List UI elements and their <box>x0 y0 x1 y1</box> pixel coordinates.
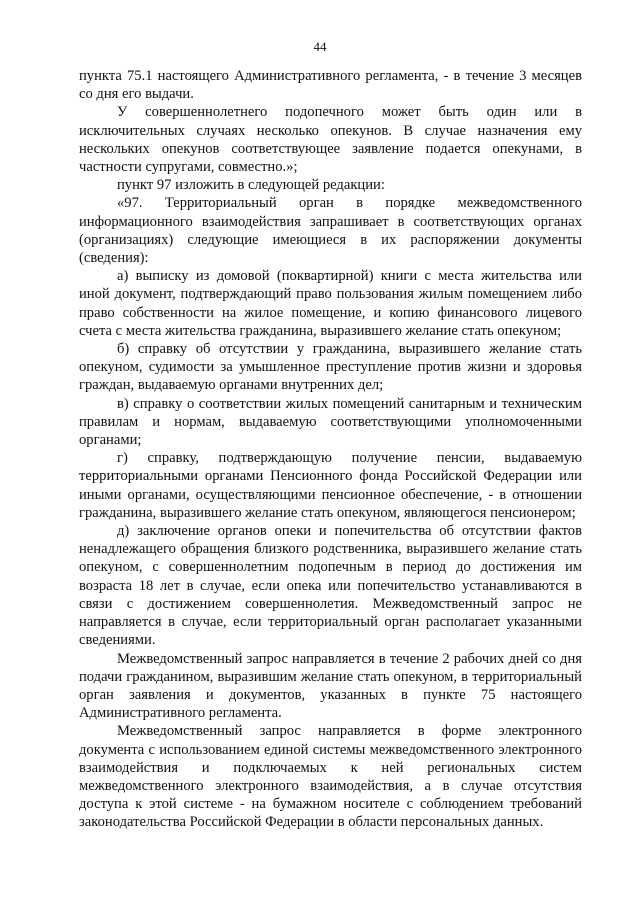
list-item-d: д) заключение органов опеки и попечительства об отсутствии фактов ненадлежащего обращения близкого родственника, выразившего желание стать опекуном, с совершеннолетним подопечным в период до достижения им возраста 18 лет в случае, если опека или попечительство устанавливаются в связи с достижением совершеннолетия. Межведомственный запрос не направляется в случае, если территориальный орган располагает указанными сведениями. <box>79 523 582 649</box>
document-body <box>79 67 582 832</box>
list-item-g: г) справку, подтверждающую получение пенсии, выдаваемую территориальными органами Пенсионного фонда Российской Федерации или иными органами, осуществляющими пенсионное обеспечение, - в отношении гражданина, выразившего желание стать опекуном, являющегося пенсионером; <box>79 450 582 521</box>
page-number: 44 <box>313 39 327 54</box>
list-item-v: в) справку о соответствии жилых помещений санитарным и техническим правилам и нормам, выдаваемую соответствующими уполномоченными органами; <box>79 395 582 449</box>
paragraph-request-form: Межведомственный запрос направляется в форме электронного документа с использованием единой системы межведомственного электронного взаимодействия и подключаемых к ней региональных систем межведомственного электронного взаимодействия, а в случае отсутствия доступа к этой системе - на бумажном носителе с соблюдением требований законодательства Российской Федерации в области персональных данных. <box>79 723 582 831</box>
list-item-b: б) справку об отсутствии у гражданина, выразившего желание стать опекуном, судимости за умышленное преступление против жизни и здоровья граждан, выдаваемую органами внутренних дел; <box>79 341 582 394</box>
paragraph-97-intro: «97. Территориальный орган в порядке межведомственного информационного взаимодействия запрашивает в соответствующих органах (организациях) следующие имеющиеся в их распоряжении документы (сведения): <box>79 195 582 267</box>
list-item-a: а) выписку из домовой (поквартирной) книги с места жительства или иной документ, подтверждающий право пользования жилым помещением либо право собственности на жилое помещение, и копию финансового лицевого счета с места жительства гражданина, выразившего желание стать опекуном; <box>79 268 582 339</box>
paragraph-guardians: У совершеннолетнего подопечного может быть один или в исключительных случаях несколько опекунов. В случае назначения ему нескольких опекунов соответствующее заявление подается опекунами, в частности супругами, совместно.»; <box>79 104 582 176</box>
paragraph-request-timing: Межведомственный запрос направляется в течение 2 рабочих дней со дня подачи гражданином, выразившим желание стать опекуном, в территориальный орган заявления и документов, указанных в пункте 75 настоящего Административного регламента. <box>79 650 582 722</box>
paragraph-amendment-97: пункт 97 изложить в следующей редакции: <box>117 177 385 194</box>
paragraph-continuation: пункта 75.1 настоящего Административного регламента, - в течение 3 месяцев со дня его выдачи. <box>79 68 582 103</box>
